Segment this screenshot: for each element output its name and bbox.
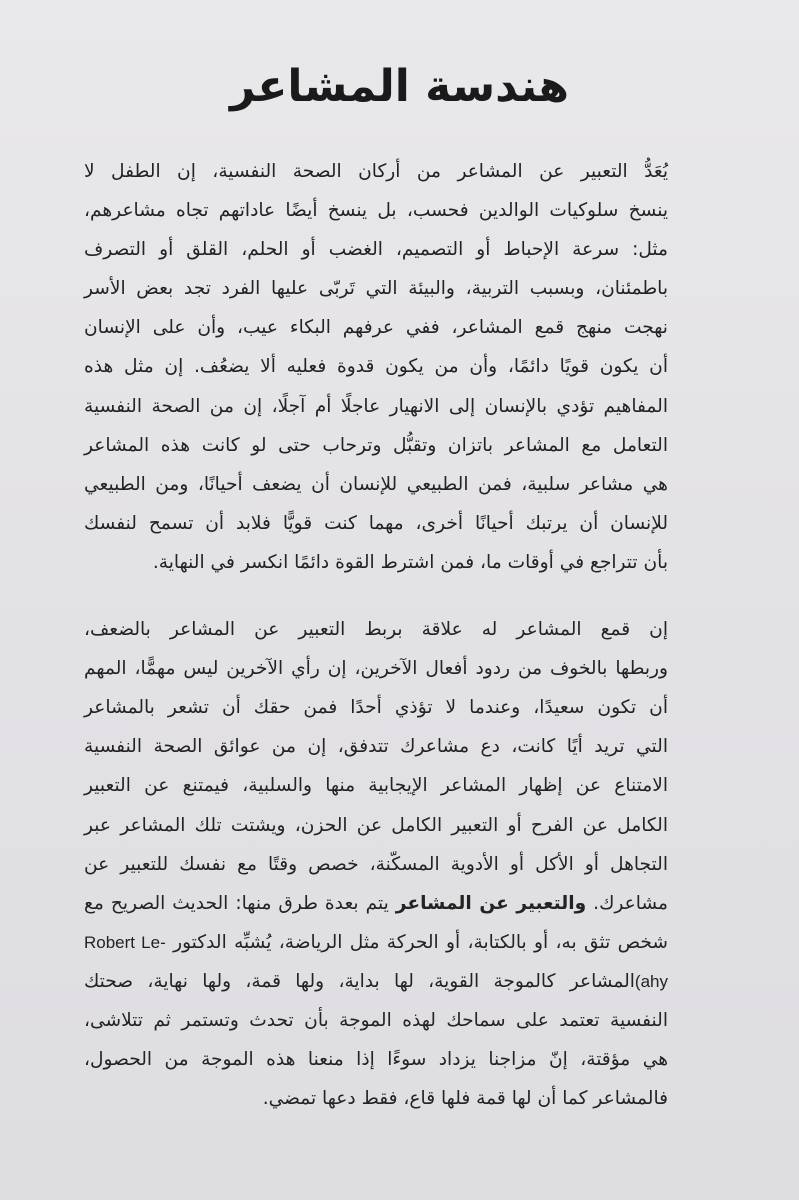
text-line: بأن تتراجع في أوقات ما، فمن اشترط القوة دائمًا انكسر في النهاية.: [152, 551, 668, 573]
text-line: الكامل عن الفرح أو التعبير الكامل عن الحزن، ويشتت تلك المشاعر عبر: [84, 814, 668, 836]
text-line: هي مشاعر سلبية، فمن الطبيعي للإنسان أن يضعف أحيانًا، ومن الطبيعي: [84, 473, 668, 495]
bold-phrase: والتعبير عن المشاعر: [395, 892, 587, 914]
text-line: مثل: سرعة الإحباط أو التصميم، الغضب أو الحلم، القلق أو التصرف: [84, 239, 668, 261]
line-rest-text: المشاعر كالموجة القوية، لها بداية، ولها قمة، ولها نهاية، صحتك: [84, 970, 635, 992]
doctor-name-part-2: (ahy: [634, 971, 668, 991]
paragraph-1: [84, 152, 710, 582]
text-line: باطمئنان، وبسبب التربية، والبيئة التي تَربّى عليها الفرد تجد بعض الأسر: [84, 278, 668, 300]
text-line: ينسخ سلوكيات الوالدين فحسب، بل ينسخ أيضًا عاداتهم تجاه مشاعرهم،: [84, 200, 668, 222]
text-line: يُعَدُّ التعبير عن المشاعر من أركان الصحة النفسية، إن الطفل لا: [84, 161, 668, 182]
text-line: إن قمع المشاعر له علاقة بربط التعبير عن المشاعر بالضعف،: [84, 619, 668, 641]
text-line: أن تكون سعيدًا، وعندما لا تؤذي أحدًا فمن حقك أن تشعر بالمشاعر: [84, 697, 668, 719]
text-line: هي مؤقتة، إنّ مزاجنا يزداد سوءًا إذا منعنا هذه الموجة من الحصول،: [84, 1049, 668, 1071]
paragraph-2: [84, 610, 710, 1118]
text-line: النفسية تعتمد على سماحك لهذه الموجة بأن تحدث وتستمر ثم تتلاشى،: [84, 1009, 668, 1031]
text-line: التي تريد أيًا كانت، دع مشاعرك تتدفق، إن من عوائق الصحة النفسية: [84, 736, 668, 758]
text-line: المفاهيم تؤدي بالإنسان إلى الانهيار عاجلًا أم آجلًا، إن من الصحة النفسية: [84, 395, 668, 417]
page-title: هندسة المشاعر: [230, 61, 569, 112]
line-start-text: شخص تثق به، أو بالكتابة، أو الحركة مثل الرياضة، يُشبِّه الدكتور: [173, 931, 668, 953]
page-body: [84, 152, 710, 1118]
text-line: للإنسان أن يرتبك أحيانًا أخرى، مهما كنت قويًّا فلابد أن تسمح لنفسك: [84, 512, 668, 534]
text-line: التعامل مع المشاعر باتزان وتقبُّل وترحاب حتى لو كانت هذه المشاعر: [84, 434, 668, 456]
line-end-text: يتم بعدة طرق منها: الحديث الصريح مع: [84, 892, 389, 914]
text-line-with-name: [84, 962, 710, 1001]
text-line-with-name: [84, 923, 710, 962]
doctor-name-part-1: Robert Le-: [84, 932, 166, 952]
text-line: نهجت منهج قمع المشاعر، ففي عرفهم البكاء عيب، وأن على الإنسان: [84, 317, 668, 339]
text-line: أن يكون قويًا دائمًا، وأن من يكون قدوة فعليه ألا يضعُف. إن مثل هذه: [84, 356, 668, 378]
text-line: التجاهل أو الأكل أو الأدوية المسكّنة، خصص وقتًا مع نفسك للتعبير عن: [84, 853, 668, 875]
text-line: الامتناع عن إظهار المشاعر الإيجابية منها والسلبية، فيمتنع عن التعبير: [84, 775, 668, 797]
text-line: وربطها بالخوف من ردود أفعال الآخرين، إن رأي الآخرين ليس مهمًّا، المهم: [84, 658, 668, 680]
text-line: فالمشاعر كما أن لها قمة فلها قاع، فقط دعها تمضي.: [262, 1088, 668, 1110]
line-start-text: مشاعرك.: [593, 892, 668, 914]
text-line-with-bold: [84, 884, 710, 923]
